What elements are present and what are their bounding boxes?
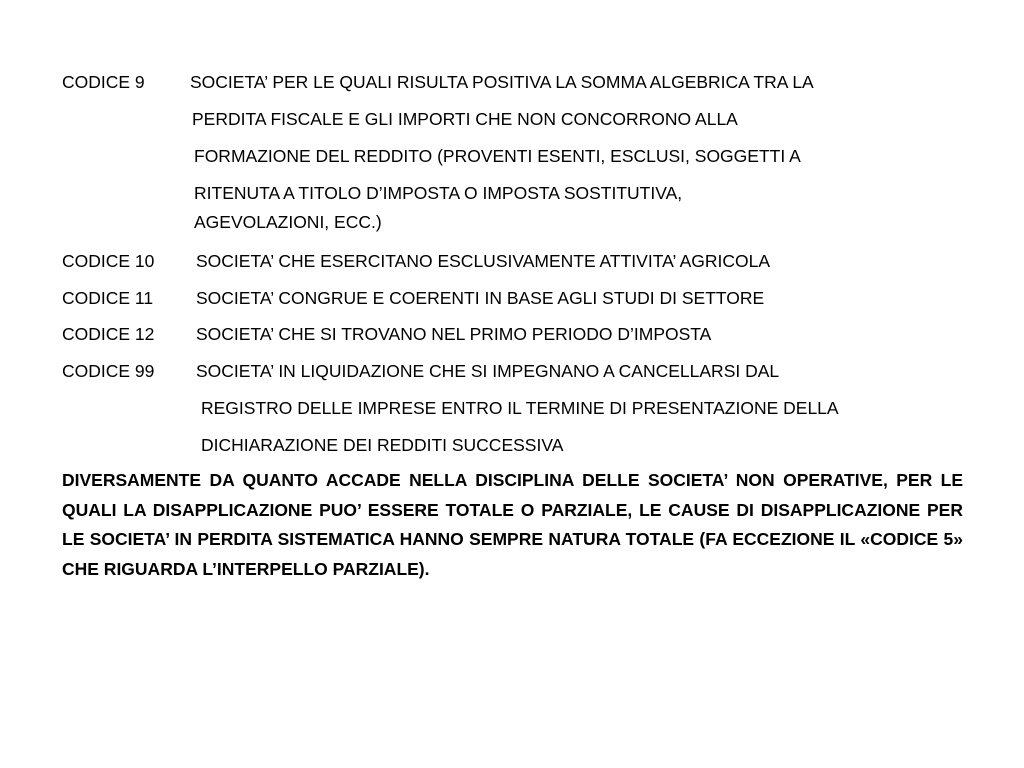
code-10-desc-line-1: SOCIETA’ CHE ESERCITANO ESCLUSIVAMENTE ATTIVITA’ AGRICOLA	[196, 251, 771, 271]
code-9-desc-line-3: FORMAZIONE DEL REDDITO (PROVENTI ESENTI, ESCLUSI, SOGGETTI A	[194, 146, 801, 166]
code-11-label: CODICE 11	[62, 288, 154, 308]
code-99-desc-line-2: REGISTRO DELLE IMPRESE ENTRO IL TERMINE DI PRESENTAZIONE DELLA	[201, 398, 839, 418]
code-9-desc-line-5: AGEVOLAZIONI, ECC.)	[194, 212, 382, 232]
code-99-desc-line-3: DICHIARAZIONE DEI REDDITI SUCCESSIVA	[201, 435, 564, 455]
code-9-desc-line-2: PERDITA FISCALE E GLI IMPORTI CHE NON CONCORRONO ALLA	[192, 109, 738, 129]
code-12-desc-line-1: SOCIETA’ CHE SI TROVANO NEL PRIMO PERIODO D’IMPOSTA	[196, 324, 712, 344]
code-99-desc-line-1: SOCIETA’ IN LIQUIDAZIONE CHE SI IMPEGNANO A CANCELLARSI DAL	[196, 361, 780, 381]
closing-paragraph: DIVERSAMENTE DA QUANTO ACCADE NELLA DISCIPLINA DELLE SOCIETA’ NON OPERATIVE, PER LE QUALI LA DISAPPLICAZIONE PUO’ ESSERE TOTALE O PARZIALE, LE CAUSE DI DISAPPLICAZIONE PER LE SOCIETA’ IN PERDITA SISTEMATICA HANNO SEMPRE NATURA TOTALE (FA ECCEZIONE IL «CODICE 5» CHE RIGUARDA L’INTERPELLO PARZIALE).	[62, 470, 963, 579]
code-11-desc-line-1: SOCIETA’ CONGRUE E COERENTI IN BASE AGLI STUDI DI SETTORE	[196, 288, 765, 308]
code-9-desc-line-4: RITENUTA A TITOLO D’IMPOSTA O IMPOSTA SOSTITUTIVA,	[194, 183, 683, 203]
code-12-label: CODICE 12	[62, 324, 155, 344]
code-99-label: CODICE 99	[62, 361, 155, 381]
code-9-label: CODICE 9	[62, 72, 145, 92]
code-10-label: CODICE 10	[62, 251, 155, 271]
code-9-desc-line-1: SOCIETA’ PER LE QUALI RISULTA POSITIVA LA SOMMA ALGEBRICA TRA LA	[190, 72, 814, 92]
